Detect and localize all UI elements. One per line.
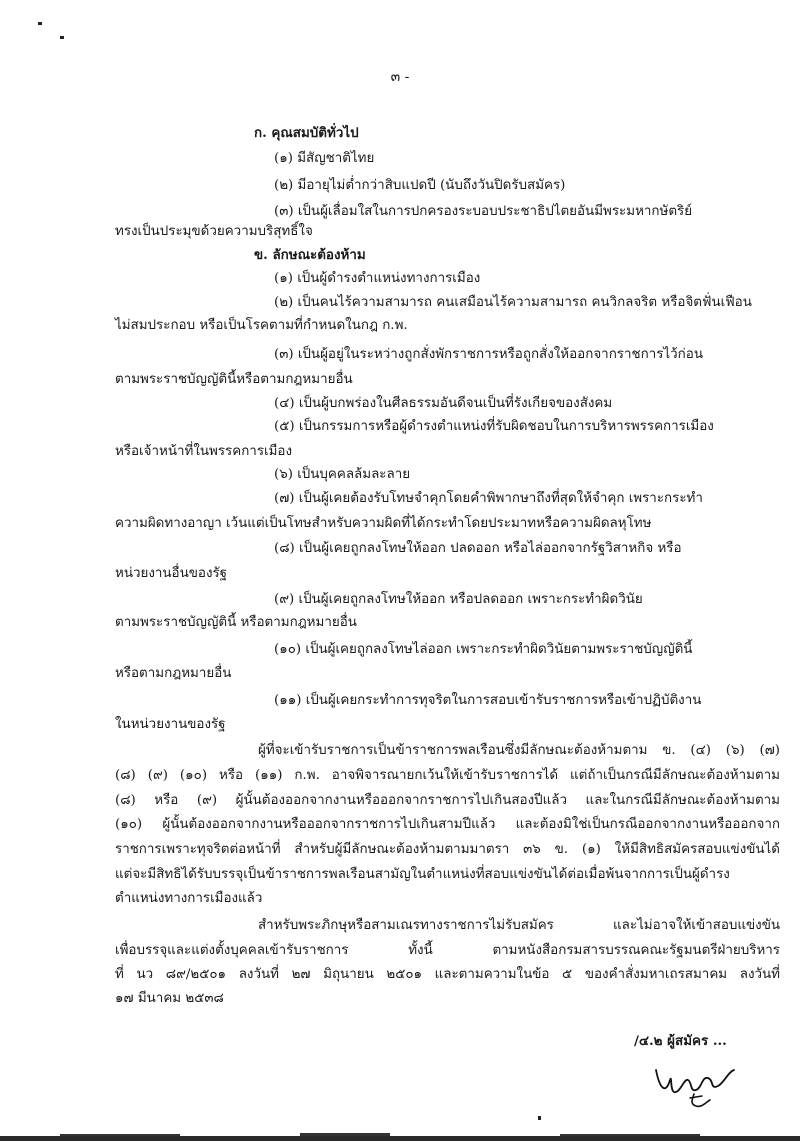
section-b-item-cont: ตามพระราชบัญญัตินี้หรือตามกฎหมายอื่น [115, 372, 353, 387]
section-b-item: (๘) เป็นผู้เคยถูกลงโทษให้ออก ปลดออก หรือไล่ออกจากรัฐวิสาหกิจ หรือ [274, 541, 682, 556]
section-b-item: (๔) เป็นผู้บกพร่องในศีลธรรมอันดีจนเป็นที่รังเกียจของสังคม [274, 396, 613, 411]
paragraph-line: (๘) (๙) (๑๐) หรือ (๑๑) ก.พ. อาจพิจารณายกเว้นให้เข้ารับราชการได้ แต่ถ้าเป็นกรณีมีลักษณะต้องห้ามตาม [115, 768, 780, 783]
paragraph-line: (๑๐) ผู้นั้นต้องออกจากงานหรือออกจากราชการไปเกินสามปีแล้ว และต้องมิใช่เป็นกรณีออกจากงานหรือออกจาก [115, 817, 780, 832]
section-b-item-cont: หน่วยงานอื่นของรัฐ [115, 566, 228, 581]
section-b-heading: ข. ลักษณะต้องห้าม [254, 247, 366, 263]
section-b-item: (๑๐) เป็นผู้เคยถูกลงโทษไล่ออก เพราะกระทำผิดวินัยตามพระราชบัญญัตินี้ [274, 642, 693, 657]
section-b-item: (๖) เป็นบุคคลล้มละลาย [274, 467, 411, 482]
paragraph-line: แต่จะมีสิทธิได้รับบรรจุเป็นข้าราชการพลเรือนสามัญในตำแหน่งที่สอบแข่งขันได้ต่อเมื่อพ้นจากการเป็นผู้ดำรง [115, 867, 730, 882]
scan-mark [60, 36, 64, 39]
scan-edge [0, 1130, 800, 1141]
paragraph-line: สำหรับพระภิกษุหรือสามเณรทางราชการไม่รับสมัคร และไม่อาจให้เข้าสอบแข่งขัน [258, 918, 780, 933]
page-number: ๓ - [390, 69, 410, 85]
paragraph-line: ตำแหน่งทางการเมืองแล้ว [115, 891, 263, 906]
paragraph-line: ผู้ที่จะเข้ารับราชการเป็นข้าราชการพลเรือนซึ่งมีลักษณะต้องห้ามตาม ข. (๔) (๖) (๗) [258, 743, 780, 758]
section-b-item: (๕) เป็นกรรมการหรือผู้ดำรงตำแหน่งที่รับผิดชอบในการบริหารพรรคการเมือง [274, 419, 714, 434]
section-a-item: (๑) มีสัญชาติไทย [274, 151, 375, 166]
section-b-item-cont: ความผิดทางอาญา เว้นแต่เป็นโทษสำหรับความผิดที่ได้กระทำโดยประมาทหรือความผิดลหุโทษ [115, 516, 652, 531]
section-b-item-cont: หรือเจ้าหน้าที่ในพรรคการเมือง [115, 444, 292, 459]
paragraph-line: ๑๗ มีนาคม ๒๕๓๘ [115, 991, 224, 1006]
paragraph-line: ราชการเพราะทุจริตต่อหน้าที่ สำหรับผู้มีลักษณะต้องห้ามตามมาตรา ๓๖ ข. (๑) ให้มีสิทธิสมัครสอบแข่งขันได้ [115, 842, 780, 857]
section-b-item-cont: ไม่สมประกอบ หรือเป็นโรคตามที่กำหนดในกฎ ก.พ. [115, 318, 408, 333]
section-b-item-cont: ในหน่วยงานของรัฐ [115, 717, 226, 732]
section-b-item: (๑๑) เป็นผู้เคยกระทำการทุจริตในการสอบเข้ารับราชการหรือเข้าปฏิบัติงาน [274, 693, 702, 708]
continuation-marker: /๔.๒ ผู้สมัคร ... [634, 1033, 727, 1049]
section-b-item: (๗) เป็นผู้เคยต้องรับโทษจำคุกโดยคำพิพากษาถึงที่สุดให้จำคุก เพราะกระทำ [274, 491, 703, 506]
section-a-item: (๓) เป็นผู้เลื่อมใสในการปกครองระบอบประชาธิปไตยอันมีพระมหากษัตริย์ [274, 204, 693, 219]
paragraph-line: (๘) หรือ (๙) ผู้นั้นต้องออกจากงานหรือออกจากราชการไปเกินสองปีแล้ว และในกรณีมีลักษณะต้องห้ามตาม [115, 793, 780, 808]
section-b-item-cont: หรือตามกฎหมายอื่น [115, 666, 232, 681]
scan-mark [38, 22, 42, 25]
handwritten-signature [650, 1050, 740, 1110]
section-a-heading: ก. คุณสมบัติทั่วไป [254, 125, 359, 141]
paragraph-line: เพื่อบรรจุและแต่งตั้งบุคคลเข้ารับราชการ ทั้งนี้ ตามหนังสือกรมสารบรรณคณะรัฐมนตรีฝ่ายบริหาร [115, 943, 780, 958]
section-b-item-cont: ตามพระราชบัญญัตินี้ หรือตามกฎหมายอื่น [115, 615, 357, 630]
section-b-item: (๓) เป็นผู้อยู่ในระหว่างถูกสั่งพักราชการหรือถูกสั่งให้ออกจากราชการไว้ก่อน [274, 347, 703, 362]
section-b-item: (๙) เป็นผู้เคยถูกลงโทษให้ออก หรือปลดออก เพราะกระทำผิดวินัย [274, 592, 643, 607]
section-b-item: (๑) เป็นผู้ดำรงตำแหน่งทางการเมือง [274, 271, 481, 286]
section-b-item: (๒) เป็นคนไร้ความสามารถ คนเสมือนไร้ความสามารถ คนวิกลจริต หรือจิตฟั่นเฟือน [274, 295, 752, 310]
paragraph-line: ที่ นว ๘๙/๒๕๐๑ ลงวันที่ ๒๗ มิถุนายน ๒๕๐๑ และตามความในข้อ ๕ ของคำสั่งมหาเถรสมาคม ลงวันที่ [115, 967, 780, 982]
section-a-item-cont: ทรงเป็นประมุขด้วยความบริสุทธิ์ใจ [115, 224, 313, 239]
section-a-item: (๒) มีอายุไม่ต่ำกว่าสิบแปดปี (นับถึงวันปิดรับสมัคร) [274, 178, 566, 193]
scan-mark [538, 1116, 541, 1120]
